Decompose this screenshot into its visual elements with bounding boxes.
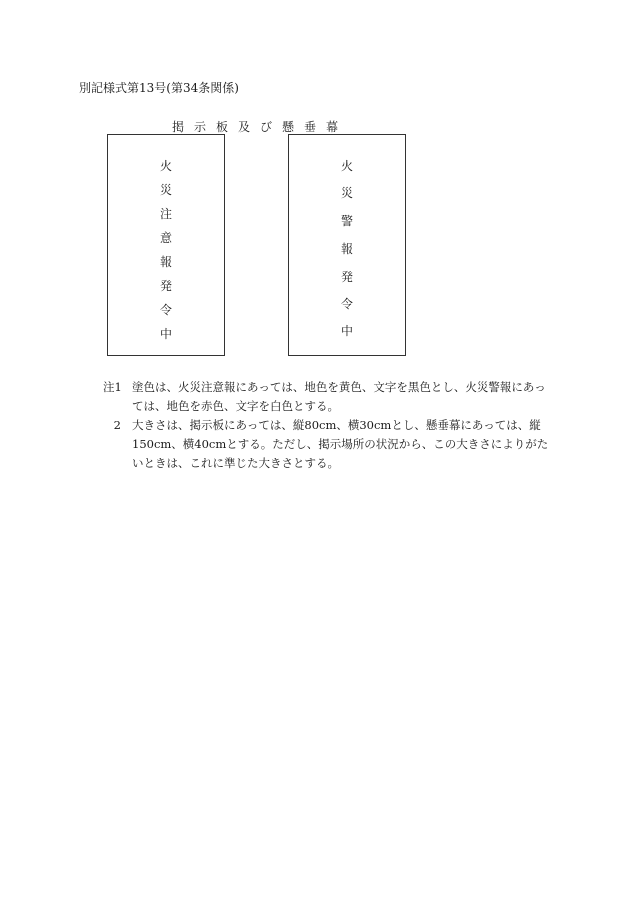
note-item <box>103 416 553 473</box>
sign-char: 火 <box>159 159 172 173</box>
note-text: 大きさは、掲示板にあっては、縦80cm、横30cmとし、懸垂幕にあっては、縦150cm、横40cmとする。ただし、掲示場所の状況から、この大きさによりがたいときは、これに準じた大きさとする。 <box>132 418 549 470</box>
sign-char: 中 <box>159 327 172 341</box>
sign-char: 警 <box>340 214 353 228</box>
sign-char: 令 <box>340 297 353 311</box>
sign-char: 災 <box>340 186 353 200</box>
sign-char: 注 <box>159 207 172 221</box>
page-heading: 別記様式第13号(第34条関係) <box>79 81 239 95</box>
diagram-title: 掲示板及び懸垂幕 <box>172 120 349 134</box>
sign-char: 中 <box>340 324 353 338</box>
sign-char: 報 <box>159 255 172 269</box>
notes-section <box>103 378 553 473</box>
sign-char: 意 <box>159 231 172 245</box>
sign-char: 報 <box>340 242 353 256</box>
sign-char: 発 <box>340 270 353 284</box>
hanging-banner-sign <box>288 134 406 356</box>
sign-char: 災 <box>159 183 172 197</box>
sign-char: 発 <box>159 279 172 293</box>
note-label: 2 <box>113 418 121 432</box>
note-text: 塗色は、火災注意報にあっては、地色を黄色、文字を黒色とし、火災警報にあっては、地色を赤色、文字を白色とする。 <box>132 380 546 413</box>
bulletin-board-sign <box>107 134 225 356</box>
note-label: 注1 <box>103 380 122 394</box>
note-item <box>103 378 553 416</box>
sign-char: 火 <box>340 159 353 173</box>
sign-char: 令 <box>159 303 172 317</box>
